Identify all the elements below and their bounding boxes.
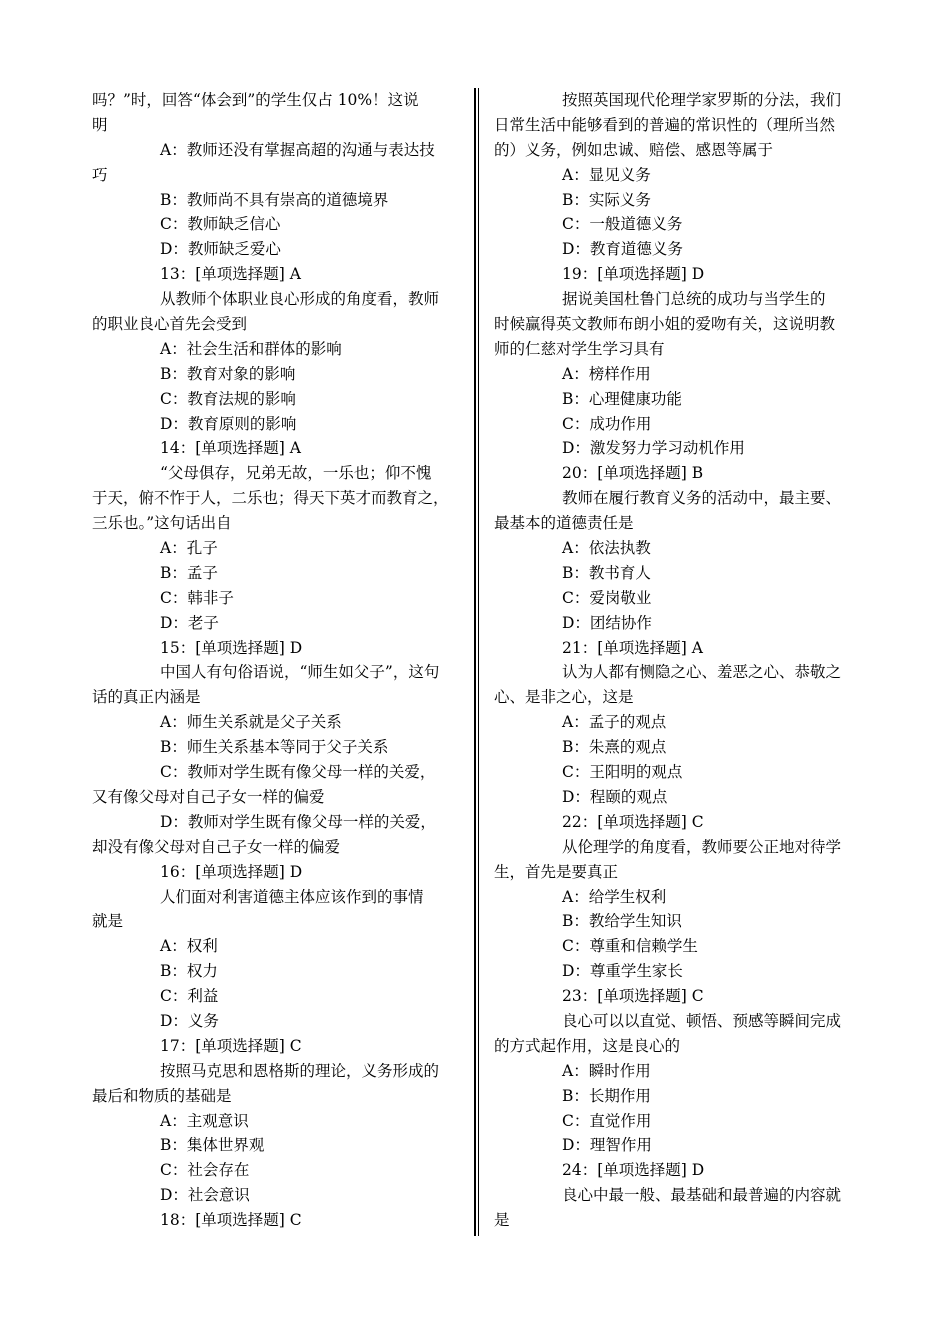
option-line: A：依法执教 bbox=[562, 539, 651, 558]
option-line: B：教师尚不具有崇高的道德境界 bbox=[160, 190, 389, 209]
text-line: 师的仁慈对学生学习具有 bbox=[494, 339, 665, 358]
option-line: 22：[单项选择题] C bbox=[562, 812, 704, 831]
text-line: 良心中最一般、最基础和最普遍的内容就 bbox=[562, 1186, 842, 1205]
text-line: 日常生活中能够看到的普遍的常识性的（理所当然 bbox=[494, 115, 836, 134]
text-line: 又有像父母对自己子女一样的偏爱 bbox=[92, 787, 325, 806]
option-line: C：尊重和信赖学生 bbox=[562, 937, 698, 956]
option-line: 23：[单项选择题] C bbox=[562, 987, 704, 1006]
text-line: 三乐也。”这句话出自 bbox=[92, 514, 232, 533]
option-line: 14：[单项选择题] A bbox=[160, 439, 301, 458]
text-line: 最后和物质的基础是 bbox=[92, 1086, 232, 1105]
option-line: C：教师对学生既有像父母一样的关爱， bbox=[160, 763, 436, 782]
option-line: B：师生关系基本等同于父子关系 bbox=[160, 738, 389, 757]
text-line: 的）义务，例如忠诚、赔偿、感恩等属于 bbox=[494, 140, 774, 159]
option-line: C：爱岗敬业 bbox=[562, 588, 652, 607]
option-line: C：教育法规的影响 bbox=[160, 389, 296, 408]
right-column bbox=[494, 88, 864, 1233]
option-line: 19：[单项选择题] D bbox=[562, 265, 705, 284]
option-line: 16：[单项选择题] D bbox=[160, 862, 303, 881]
option-line: 13：[单项选择题] A bbox=[160, 265, 301, 284]
option-line: C：教师缺乏信心 bbox=[160, 215, 281, 234]
option-line: 24：[单项选择题] D bbox=[562, 1161, 705, 1180]
option-line: C：社会存在 bbox=[160, 1161, 250, 1180]
option-line: B：集体世界观 bbox=[160, 1136, 265, 1155]
option-line: A：权利 bbox=[160, 937, 218, 956]
option-line: 21：[单项选择题] A bbox=[562, 638, 703, 657]
text-line: 却没有像父母对自己子女一样的偏爱 bbox=[92, 837, 341, 856]
option-line: A：教师还没有掌握高超的沟通与表达技 bbox=[160, 140, 435, 159]
option-line: D：教师缺乏爱心 bbox=[160, 240, 281, 259]
option-line: 18：[单项选择题] C bbox=[160, 1211, 302, 1230]
option-line: A：瞬时作用 bbox=[562, 1061, 651, 1080]
option-line: D：程颐的观点 bbox=[562, 787, 668, 806]
text-line: 心、是非之心，这是 bbox=[494, 688, 634, 707]
option-line: 17：[单项选择题] C bbox=[160, 1036, 302, 1055]
option-line: C：一般道德义务 bbox=[562, 215, 683, 234]
option-line: 20：[单项选择题] B bbox=[562, 464, 704, 483]
option-line: C：直觉作用 bbox=[562, 1111, 652, 1130]
text-line: 时候赢得英文教师布朗小姐的爱吻有关，这说明教 bbox=[494, 315, 836, 334]
option-line: C：韩非子 bbox=[160, 588, 234, 607]
text-line: 巧 bbox=[92, 165, 108, 184]
text-line: 中国人有句俗语说，“师生如父子”，这句 bbox=[160, 663, 440, 682]
option-line: B：实际义务 bbox=[562, 190, 651, 209]
option-line: D：激发努力学习动机作用 bbox=[562, 439, 745, 458]
option-line: B：长期作用 bbox=[562, 1086, 651, 1105]
option-line: A：孔子 bbox=[160, 539, 218, 558]
text-line: 据说美国杜鲁门总统的成功与当学生的 bbox=[562, 290, 826, 309]
text-line: 认为人都有恻隐之心、羞恶之心、恭敬之 bbox=[562, 663, 842, 682]
option-line: A：主观意识 bbox=[160, 1111, 249, 1130]
option-line: A：榜样作用 bbox=[562, 364, 651, 383]
option-line: D：教师对学生既有像父母一样的关爱， bbox=[160, 812, 436, 831]
text-line: 人们面对利害道德主体应该作到的事情 bbox=[160, 887, 424, 906]
text-line: 最基本的道德责任是 bbox=[494, 514, 634, 533]
text-line: 的职业良心首先会受到 bbox=[92, 315, 248, 334]
column-divider bbox=[474, 88, 476, 1236]
option-line: C：王阳明的观点 bbox=[562, 763, 683, 782]
option-line: C：利益 bbox=[160, 987, 219, 1006]
option-line: 15：[单项选择题] D bbox=[160, 638, 303, 657]
option-line: B：朱熹的观点 bbox=[562, 738, 667, 757]
text-line: 从教师个体职业良心形成的角度看，教师 bbox=[160, 290, 440, 309]
text-line: 话的真正内涵是 bbox=[92, 688, 201, 707]
option-line: D：老子 bbox=[160, 613, 219, 632]
text-line: 从伦理学的角度看，教师要公正地对待学 bbox=[562, 837, 842, 856]
option-line: A：社会生活和群体的影响 bbox=[160, 339, 342, 358]
text-line: 是 bbox=[494, 1211, 510, 1230]
option-line: D：教育道德义务 bbox=[562, 240, 683, 259]
option-line: B：教育对象的影响 bbox=[160, 364, 296, 383]
option-line: D：尊重学生家长 bbox=[562, 962, 683, 981]
option-line: D：社会意识 bbox=[160, 1186, 250, 1205]
option-line: D：团结协作 bbox=[562, 613, 652, 632]
option-line: B：孟子 bbox=[160, 563, 218, 582]
text-line: 就是 bbox=[92, 912, 124, 931]
option-line: A：师生关系就是父子关系 bbox=[160, 713, 342, 732]
option-line: B：心理健康功能 bbox=[562, 389, 682, 408]
column-divider-thin bbox=[478, 88, 479, 1236]
left-column bbox=[92, 88, 462, 1233]
text-line: 按照英国现代伦理学家罗斯的分法，我们 bbox=[562, 91, 842, 109]
text-line: 吗？”时，回答“体会到”的学生仅占 10%！这说 bbox=[92, 91, 419, 109]
text-line: 明 bbox=[92, 115, 108, 134]
option-line: A：孟子的观点 bbox=[562, 713, 667, 732]
option-line: A：显见义务 bbox=[562, 165, 651, 184]
text-line: 于天，俯不怍于人，二乐也；得天下英才而教育之， bbox=[92, 489, 449, 508]
option-line: A：给学生权利 bbox=[562, 887, 667, 906]
option-line: D：教育原则的影响 bbox=[160, 414, 297, 433]
text-line: 良心可以以直觉、顿悟、预感等瞬间完成 bbox=[562, 1011, 842, 1030]
text-line: 的方式起作用，这是良心的 bbox=[494, 1036, 681, 1055]
option-line: D：理智作用 bbox=[562, 1136, 652, 1155]
option-line: B：权力 bbox=[160, 962, 218, 981]
option-line: D：义务 bbox=[160, 1011, 219, 1030]
text-line: 生，首先是要真正 bbox=[494, 862, 619, 881]
option-line: B：教书育人 bbox=[562, 563, 651, 582]
option-line: B：教给学生知识 bbox=[562, 912, 682, 931]
text-line: 教师在履行教育义务的活动中，最主要、 bbox=[562, 489, 842, 508]
text-line: “父母俱存，兄弟无故，一乐也；仰不愧 bbox=[160, 464, 432, 483]
option-line: C：成功作用 bbox=[562, 414, 652, 433]
text-line: 按照马克思和恩格斯的理论，义务形成的 bbox=[160, 1061, 440, 1080]
